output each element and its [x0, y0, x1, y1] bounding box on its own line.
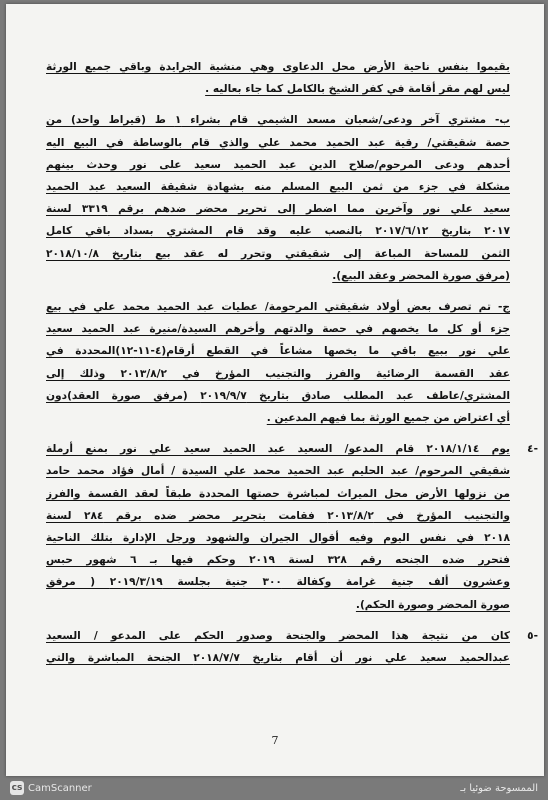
doc-line: وعشرون ألف جنية غرامة وكفالة ٣٠٠ جنية بجلسة ٢٠١٩/٣/١٩ ( مرفق	[46, 576, 510, 589]
doc-line: يوم ٢٠١٨/١/١٤ قام المدعو/ السعيد عبد الحميد سعيد علي نور بمنع أرملة	[46, 443, 510, 456]
doc-line: حصة شقيقتي/ رقية عبد الحميد محمد علي والذي قام بالوساطة في البيع اليه	[46, 136, 510, 149]
item-number: -٤	[527, 443, 538, 456]
doc-line: سعيد علي نور وآخرين مما اضطر إلى تحرير محضر ضدهم برقم ٣٣١٩ لسنة	[46, 203, 510, 216]
camscanner-mark	[10, 781, 92, 795]
item-number: -٥	[527, 629, 538, 642]
camscanner-name: CamScanner	[28, 782, 92, 794]
doc-line: علي نور ببيع باقي ما يخصها مشاعاً في القطع أرقام(٤-١١-١٢)المحددة في	[46, 345, 510, 358]
doc-line: المشتري/عاطف عبد المطلب صادق بتاريخ ٢٠١٩/٩/٧ (مرفق صورة العقد)دون	[46, 389, 510, 402]
doc-line: ج- تم تصرف بعض أولاد شقيقتي المرحومة/ عطيات عبد الحميد محمد علي في بيع	[46, 301, 510, 314]
doc-line: ليس لهم مقر أقامة في كفر الشيخ بالكامل كما جاء بعاليه .	[205, 83, 510, 96]
doc-line: أحدهم ودعى المرحوم/صلاح الدين عبد الحميد سعيد على نور وحدث بينهم	[46, 158, 510, 171]
doc-line: أي اعتراض من جميع الورثة بما فيهم المدعين .	[266, 412, 510, 425]
document-page	[6, 4, 544, 776]
doc-line: صورة المحضر وصورة الحكم).	[355, 598, 510, 611]
item-4	[46, 438, 538, 616]
doc-line: كان من نتيجة هذا المحضر والجنحة وصدور الحكم على المدعو / السعيد	[46, 629, 510, 642]
doc-line: من نزولها الأرض محل الميراث لمباشرة حصتها المحددة طبقاً لعقد القسمة والفرز	[46, 487, 510, 500]
doc-line: عبدالحميد سعيد علي نور أن أقام بتاريخ ٢٠١٨/٧/٧ الجنحة المباشرة والتي	[46, 652, 510, 665]
doc-line: بقيموا بنفس ناحية الأرض محل الدعاوى وهي منشية الجرايدة وباقي جميع الورثة	[46, 61, 510, 73]
doc-line: والتجنيب المؤرخ في ٢٠١٣/٨/٢ فقامت بتحرير محضر ضده برقم ٢٨٤ لسنة	[46, 509, 510, 522]
page-number: 7	[271, 734, 279, 747]
doc-line: مشكلة في جزء من ثمن البيع المسلم منه بشهادة شقيقة السعيد عبد الحميد	[46, 181, 510, 194]
doc-line: جزء أو كل ما يخصهم في حصة والدتهم وأخرهم السيدة/منيرة عبد الحميد سعيد	[46, 323, 510, 336]
item-5	[46, 625, 538, 669]
doc-line: ب- مشتري آخر ودعى/شعبان مسعد الشيمي قام بشراء ١ ط (قيراط واحد) من	[46, 114, 510, 127]
camscanner-logo-icon: cs	[11, 783, 23, 793]
scanner-footer	[0, 776, 548, 800]
doc-line: الثمن للمساحة المباعة إلى شقيقتي وتحرر له عقد بيع بتاريخ ٢٠١٨/١٠/٨	[46, 247, 510, 260]
scanner-watermark: الممسوحة ضوئيا بـ	[460, 782, 538, 794]
document-body	[46, 56, 538, 669]
doc-line: شقيقي المرحوم/ عبد الحليم عبد الحميد محمد علي السيدة / أمال فؤاد محمد حامد	[46, 465, 510, 478]
doc-line: عقد القسمة الرضائية والفرز والتجنيب المؤرخ في ٢٠١٣/٨/٢ وذلك إلى	[46, 367, 510, 380]
doc-line: فتحرر ضده الجنحه رقم ٣٢٨ لسنة ٢٠١٩ وحكم فيها بـ ٦ شهور حبس	[46, 554, 510, 567]
doc-line: ٢٠١٨ في نفس اليوم وفيه أقوال الجيران والشهود ورجل الإدارة بتلك الناحية	[46, 532, 510, 545]
doc-line: ٢٠١٧ بتاريخ ٢٠١٧/٦/١٢ بالنصب عليه وقد قام المشتري بسداد باقي كامل	[46, 225, 510, 238]
doc-line: (مرفق صورة المحضر وعقد البيع).	[332, 269, 510, 282]
